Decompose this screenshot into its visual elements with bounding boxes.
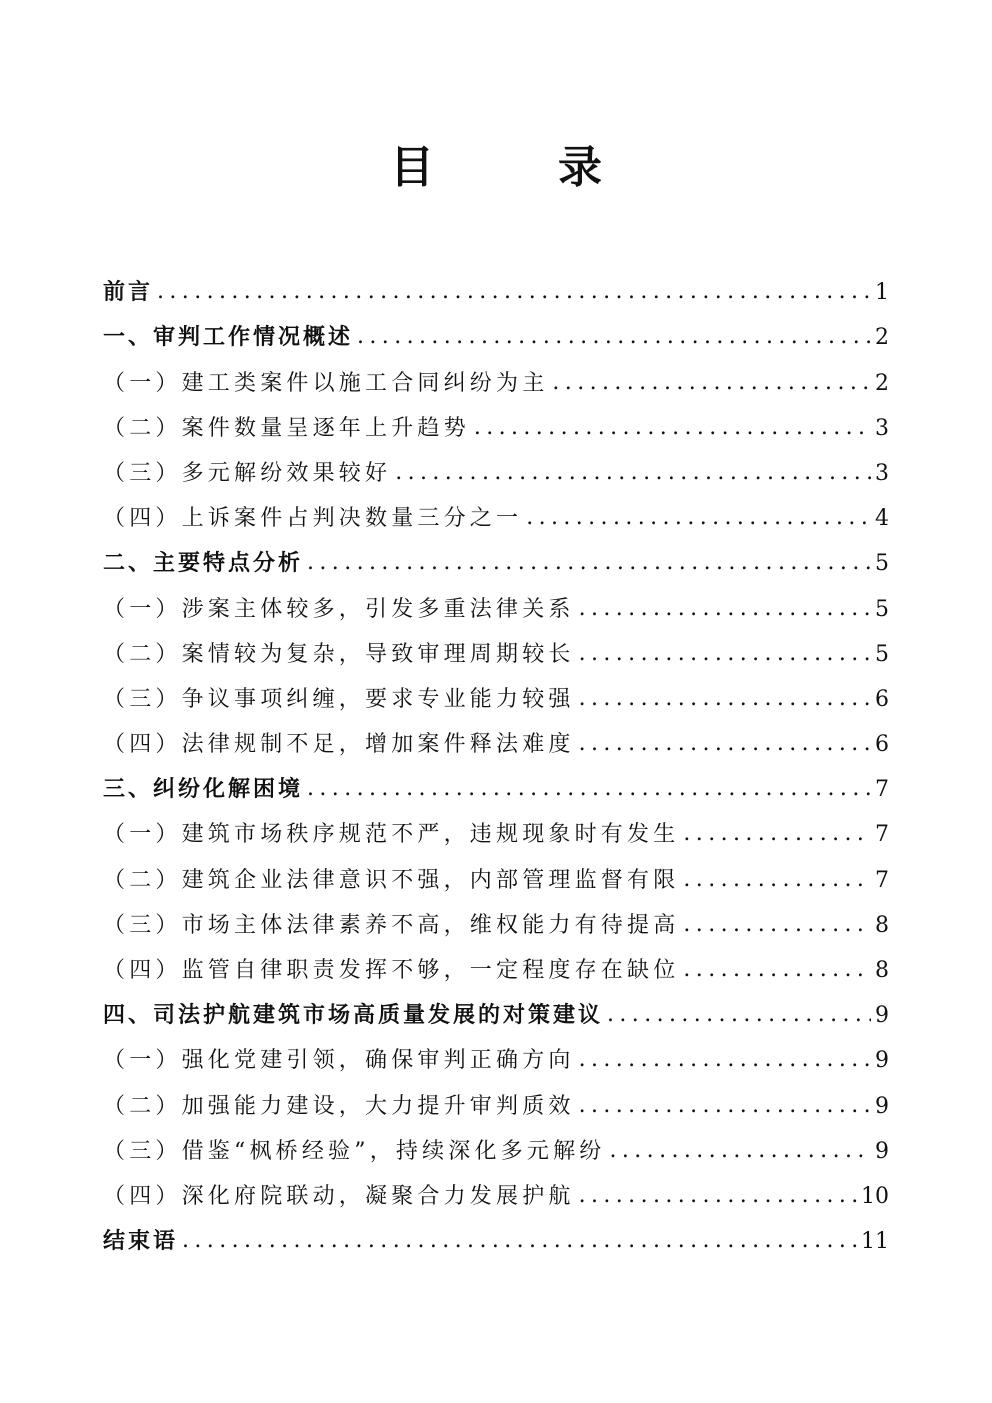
- toc-entry-title: 二、主要特点分析: [103, 551, 304, 577]
- toc-page-number: 7: [875, 822, 889, 848]
- dot-leader: [357, 315, 871, 359]
- toc-entry-title: 四、司法护航建筑市场高质量发展的对策建议: [103, 1003, 604, 1029]
- toc-page-number: 5: [875, 596, 889, 622]
- toc-entry-title: （三）借鉴“枫桥经验”，持续深化多元解纷: [103, 1138, 606, 1164]
- toc-entry-title: （四）监管自律职责发挥不够，一定程度存在缺位: [103, 958, 680, 983]
- toc-entry-title: （三）多元解纷效果较好: [103, 460, 392, 486]
- toc-section-entry[interactable]: [103, 270, 889, 315]
- toc-entry-title: （一）建筑市场秩序规范不严，违规现象时有发生: [103, 822, 680, 848]
- toc-page-number: 7: [875, 777, 889, 803]
- dot-leader: [579, 632, 871, 676]
- toc-page-number: 3: [875, 415, 889, 441]
- toc-subsection-entry[interactable]: [103, 812, 889, 857]
- toc-entry-title: （二）加强能力建设，大力提升审判质效: [103, 1093, 575, 1119]
- toc-entry-title: 前言: [103, 280, 154, 306]
- toc-page-number: 11: [861, 1229, 889, 1255]
- toc-section-entry[interactable]: [103, 767, 889, 812]
- toc-page-number: 5: [875, 641, 889, 667]
- toc-page-number: 8: [875, 958, 889, 983]
- toc-subsection-entry[interactable]: [103, 496, 889, 541]
- dot-leader: [607, 993, 871, 1037]
- toc-page-number: 4: [875, 506, 889, 532]
- toc-entry-title: （一）涉案主体较多，引发多重法律关系: [103, 596, 575, 622]
- dot-leader: [683, 948, 871, 992]
- toc-subsection-entry[interactable]: [103, 632, 889, 677]
- dot-leader: [552, 361, 871, 405]
- dot-leader: [395, 451, 871, 495]
- toc-page-number: 5: [875, 551, 889, 577]
- dot-leader: [579, 587, 871, 631]
- toc-page-number: 9: [875, 1048, 889, 1074]
- dot-leader: [683, 812, 871, 856]
- toc-page-number: 10: [861, 1183, 889, 1209]
- toc-entry-title: （四）上诉案件占判决数量三分之一: [103, 506, 523, 532]
- toc-section-entry[interactable]: [103, 541, 889, 586]
- toc-entry-title: （四）法律规制不足，增加案件释法难度: [103, 732, 575, 758]
- dot-leader: [474, 406, 871, 450]
- toc-subsection-entry[interactable]: [103, 1038, 889, 1083]
- toc-page-number: 6: [875, 686, 889, 712]
- toc-entry-title: 结束语: [103, 1229, 179, 1255]
- toc-page-number: 6: [875, 732, 889, 758]
- toc-subsection-entry[interactable]: [103, 1129, 889, 1174]
- dot-leader: [307, 541, 871, 585]
- dot-leader: [182, 1219, 857, 1263]
- dot-leader: [307, 767, 871, 811]
- toc-page-number: 8: [875, 912, 889, 938]
- toc-subsection-entry[interactable]: [103, 360, 889, 405]
- toc-page-number: 2: [875, 325, 889, 351]
- toc-page-number: 3: [875, 460, 889, 486]
- toc-subsection-entry[interactable]: [103, 903, 889, 948]
- toc-subsection-entry[interactable]: [103, 406, 889, 451]
- toc-section-entry[interactable]: [103, 993, 889, 1038]
- toc-entry-title: （三）市场主体法律素养不高，维权能力有待提高: [103, 912, 680, 938]
- dot-leader: [579, 677, 871, 721]
- toc-subsection-entry[interactable]: [103, 948, 889, 993]
- toc-entry-title: （一）建工类案件以施工合同纠纷为主: [103, 370, 549, 396]
- toc-entry-title: （四）深化府院联动，凝聚合力发展护航: [103, 1183, 575, 1209]
- toc-entry-title: （三）争议事项纠缠，要求专业能力较强: [103, 686, 575, 712]
- dot-leader: [683, 858, 871, 902]
- toc-page-number: 1: [875, 280, 889, 306]
- toc-entry-title: 一、审判工作情况概述: [103, 325, 354, 351]
- toc-page-number: 9: [875, 1138, 889, 1164]
- page-title: 目 录: [390, 142, 642, 193]
- toc-section-entry[interactable]: [103, 315, 889, 360]
- toc-entry-title: 三、纠纷化解困境: [103, 777, 304, 803]
- dot-leader: [610, 1129, 872, 1173]
- toc-subsection-entry[interactable]: [103, 451, 889, 496]
- toc-subsection-entry[interactable]: [103, 857, 889, 902]
- toc-page-number: 9: [875, 1093, 889, 1119]
- toc-subsection-entry[interactable]: [103, 722, 889, 767]
- toc-entry-title: （二）案件数量呈逐年上升趋势: [103, 415, 470, 441]
- toc-entry-title: （一）强化党建引领，确保审判正确方向: [103, 1048, 575, 1074]
- toc-entry-title: （二）建筑企业法律意识不强，内部管理监督有限: [103, 867, 680, 893]
- toc-subsection-entry[interactable]: [103, 1083, 889, 1128]
- dot-leader: [579, 722, 871, 766]
- toc-subsection-entry[interactable]: [103, 586, 889, 631]
- toc-page-number: 9: [875, 1003, 889, 1029]
- toc-entry-title: （二）案情较为复杂，导致审理周期较长: [103, 641, 575, 667]
- toc-page-number: 2: [875, 370, 889, 396]
- dot-leader: [526, 496, 871, 540]
- dot-leader: [579, 1174, 857, 1218]
- table-of-contents: [103, 270, 889, 1264]
- toc-section-entry[interactable]: [103, 1219, 889, 1264]
- dot-leader: [683, 903, 871, 947]
- dot-leader: [157, 270, 871, 314]
- dot-leader: [579, 1038, 871, 1082]
- toc-subsection-entry[interactable]: [103, 1174, 889, 1219]
- toc-subsection-entry[interactable]: [103, 677, 889, 722]
- dot-leader: [579, 1084, 871, 1128]
- toc-page-number: 7: [875, 867, 889, 893]
